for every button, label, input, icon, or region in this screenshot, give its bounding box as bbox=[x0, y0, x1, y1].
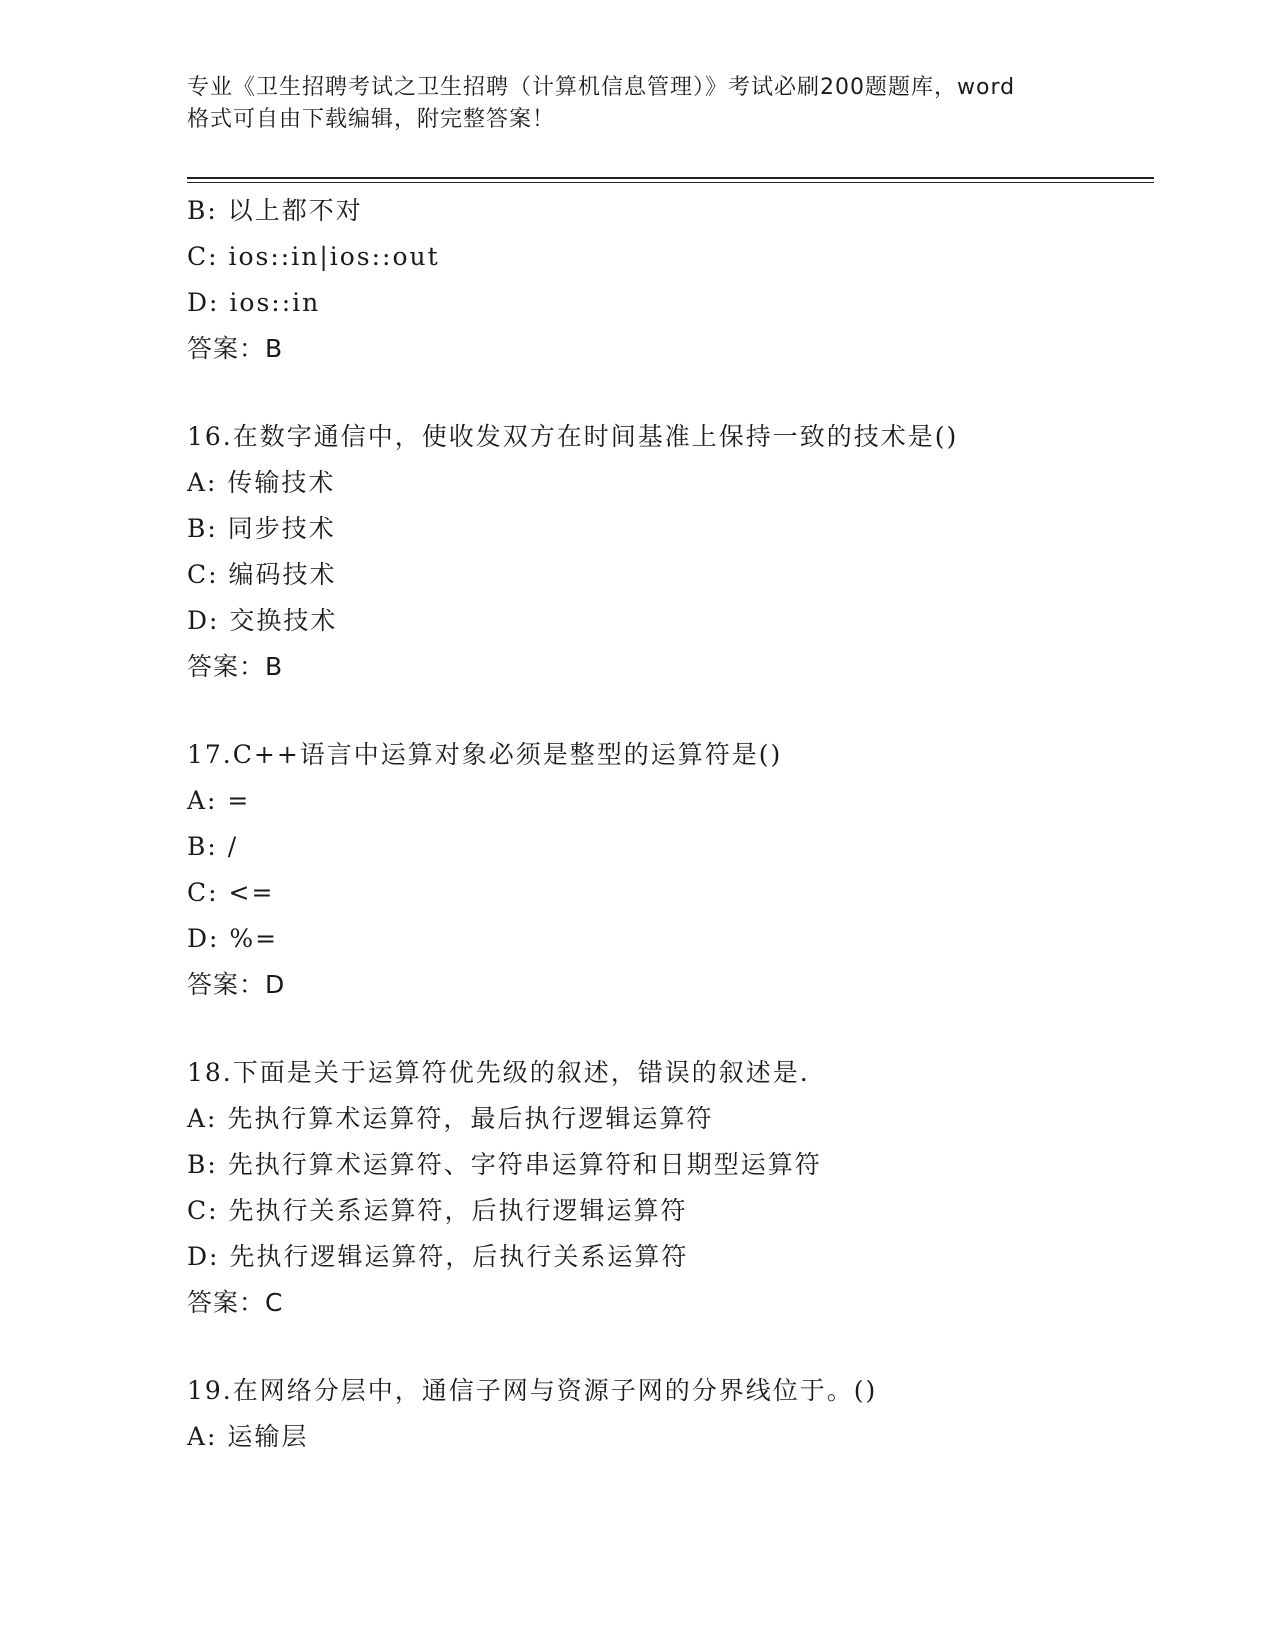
question-17 bbox=[187, 732, 1147, 1008]
answer: 答案：C bbox=[187, 1288, 284, 1317]
question-19 bbox=[187, 1368, 1147, 1460]
option-a: A: 运输层 bbox=[187, 1422, 309, 1451]
option-c: C: <= bbox=[187, 878, 275, 907]
option-a: A: 先执行算术运算符，最后执行逻辑运算符 bbox=[187, 1104, 714, 1133]
option-d: D: %= bbox=[187, 924, 279, 953]
question-text: 17.C++语言中运算对象必须是整型的运算符是() bbox=[187, 740, 783, 769]
option-b: B: / bbox=[187, 832, 239, 861]
question-18 bbox=[187, 1050, 1147, 1326]
question-text: 18.下面是关于运算符优先级的叙述，错误的叙述是. bbox=[187, 1058, 810, 1087]
answer: 答案：B bbox=[187, 652, 284, 681]
header-line-1: 专业《卫生招聘考试之卫生招聘（计算机信息管理）》考试必刷200题题库，word bbox=[187, 75, 1016, 100]
header-line-2: 格式可自由下载编辑，附完整答案！ bbox=[187, 107, 556, 132]
question-15 bbox=[187, 188, 1147, 372]
option-d: D: 交换技术 bbox=[187, 606, 338, 635]
option-d: D: ios::in bbox=[187, 288, 321, 317]
answer: 答案：D bbox=[187, 970, 286, 999]
option-c: C: ios::in|ios::out bbox=[187, 242, 440, 271]
option-b: B: 先执行算术运算符、字符串运算符和日期型运算符 bbox=[187, 1150, 822, 1179]
option-d: D: 先执行逻辑运算符，后执行关系运算符 bbox=[187, 1242, 689, 1271]
option-c: C: 编码技术 bbox=[187, 560, 337, 589]
document-header bbox=[187, 72, 1087, 136]
option-a: A: = bbox=[187, 786, 251, 815]
question-text: 19.在网络分层中，通信子网与资源子网的分界线位于。() bbox=[187, 1376, 878, 1405]
option-b: B: 同步技术 bbox=[187, 514, 336, 543]
question-list bbox=[187, 188, 1147, 1460]
question-text: 16.在数字通信中，使收发双方在时间基准上保持一致的技术是() bbox=[187, 422, 959, 451]
header-divider-thick bbox=[187, 177, 1154, 179]
option-c: C: 先执行关系运算符，后执行逻辑运算符 bbox=[187, 1196, 688, 1225]
option-a: A: 传输技术 bbox=[187, 468, 336, 497]
question-16 bbox=[187, 414, 1147, 690]
header-divider-thin bbox=[187, 182, 1154, 183]
answer: 答案：B bbox=[187, 334, 284, 363]
option-b: B: 以上都不对 bbox=[187, 196, 363, 225]
